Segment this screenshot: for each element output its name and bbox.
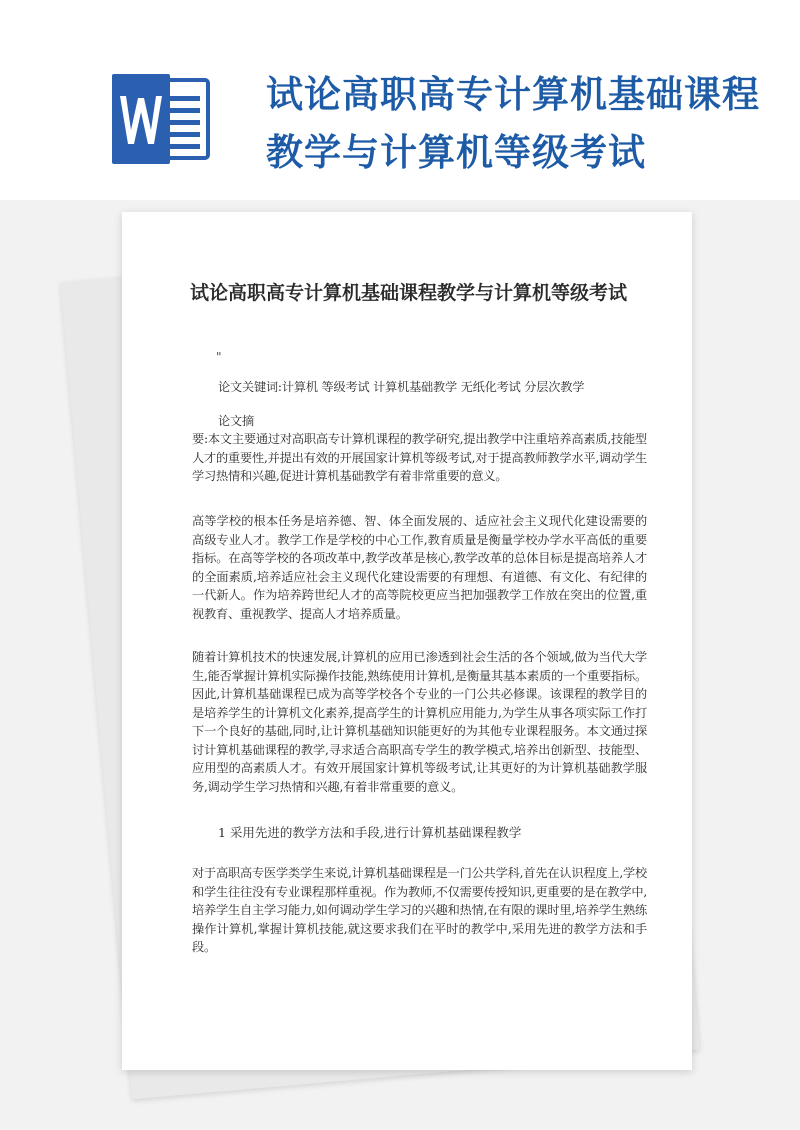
paragraph-3: 对于高职高专医学类学生来说,计算机基础课程是一门公共学科,首先在认识程度上,学校和学生往往没有专业课程那样重视。作为教师,不仅需要传授知识,更重要的是在教学中,培养学生自主学习能力,如何调动学生学习的兴趣和热情,在有限的课时里,培养学生熟练操作计算机,掌握计算机技能,就这要求我们在平时的教学中,采用先进的教学方法和手段。	[192, 866, 647, 954]
quote-mark: "	[216, 350, 222, 364]
abstract-paragraph: 要:本文主要通过对高职高专计算机课程的教学研究,提出教学中注重培养高素质,技能型人才的重要性,并提出有效的开展国家计算机等级考试,对于提高教师教学水平,调动学生学习热情和兴趣,促进计算机基础教学有着非常重要的意义。	[192, 432, 647, 483]
abstract-label: 论文摘	[218, 414, 254, 428]
header-title: 试论高职高专计算机基础课程教学与计算机等级考试	[266, 73, 760, 174]
document-page	[122, 212, 692, 1070]
word-document-icon	[110, 68, 212, 170]
section-heading-1: 1 采用先进的教学方法和手段,进行计算机基础课程教学	[218, 825, 522, 840]
paragraph-2: 随着计算机技术的快速发展,计算机的应用已渗透到社会生活的各个领域,做为当代大学生,能否掌握计算机实际操作技能,熟练使用计算机,是衡量其基本素质的一个重要指标。因此,计算机基础课程已成为高等学校各个专业的一门公共必修课。该课程的教学目的是培养学生的计算机文化素养,提高学生的计算机应用能力,为学生从事各项实际工作打下一个良好的基础,同时,让计算机基础知识能更好的为其他专业课程服务。本文通过探讨计算机基础课程的教学,寻求适合高职高专学生的教学模式,培养出创新型、技能型、应用型的高素质人才。有效开展国家计算机等级考试,让其更好的为计算机基础教学服务,调动学生学习热情和兴趣,有着非常重要的意义。	[192, 650, 647, 794]
paragraph-1: 高等学校的根本任务是培养德、智、体全面发展的、适应社会主义现代化建设需要的高级专业人才。教学工作是学校的中心工作,教育质量是衡量学校办学水平高低的重要指标。在高等学校的各项改革中,教学改革是核心,教学改革的总体目标是提高培养人才的全面素质,培养适应社会主义现代化建设需要的有理想、有道德、有文化、有纪律的一代新人。作为培养跨世纪人才的高等院校更应当把加强教学工作放在突出的位置,重视教育、重视教学、提高人才培养质量。	[192, 514, 647, 621]
keywords-line: 论文关键词:计算机 等级考试 计算机基础教学 无纸化考试 分层次教学	[218, 380, 585, 394]
header-banner	[0, 0, 800, 200]
document-title: 试论高职高专计算机基础课程教学与计算机等级考试	[190, 282, 628, 304]
